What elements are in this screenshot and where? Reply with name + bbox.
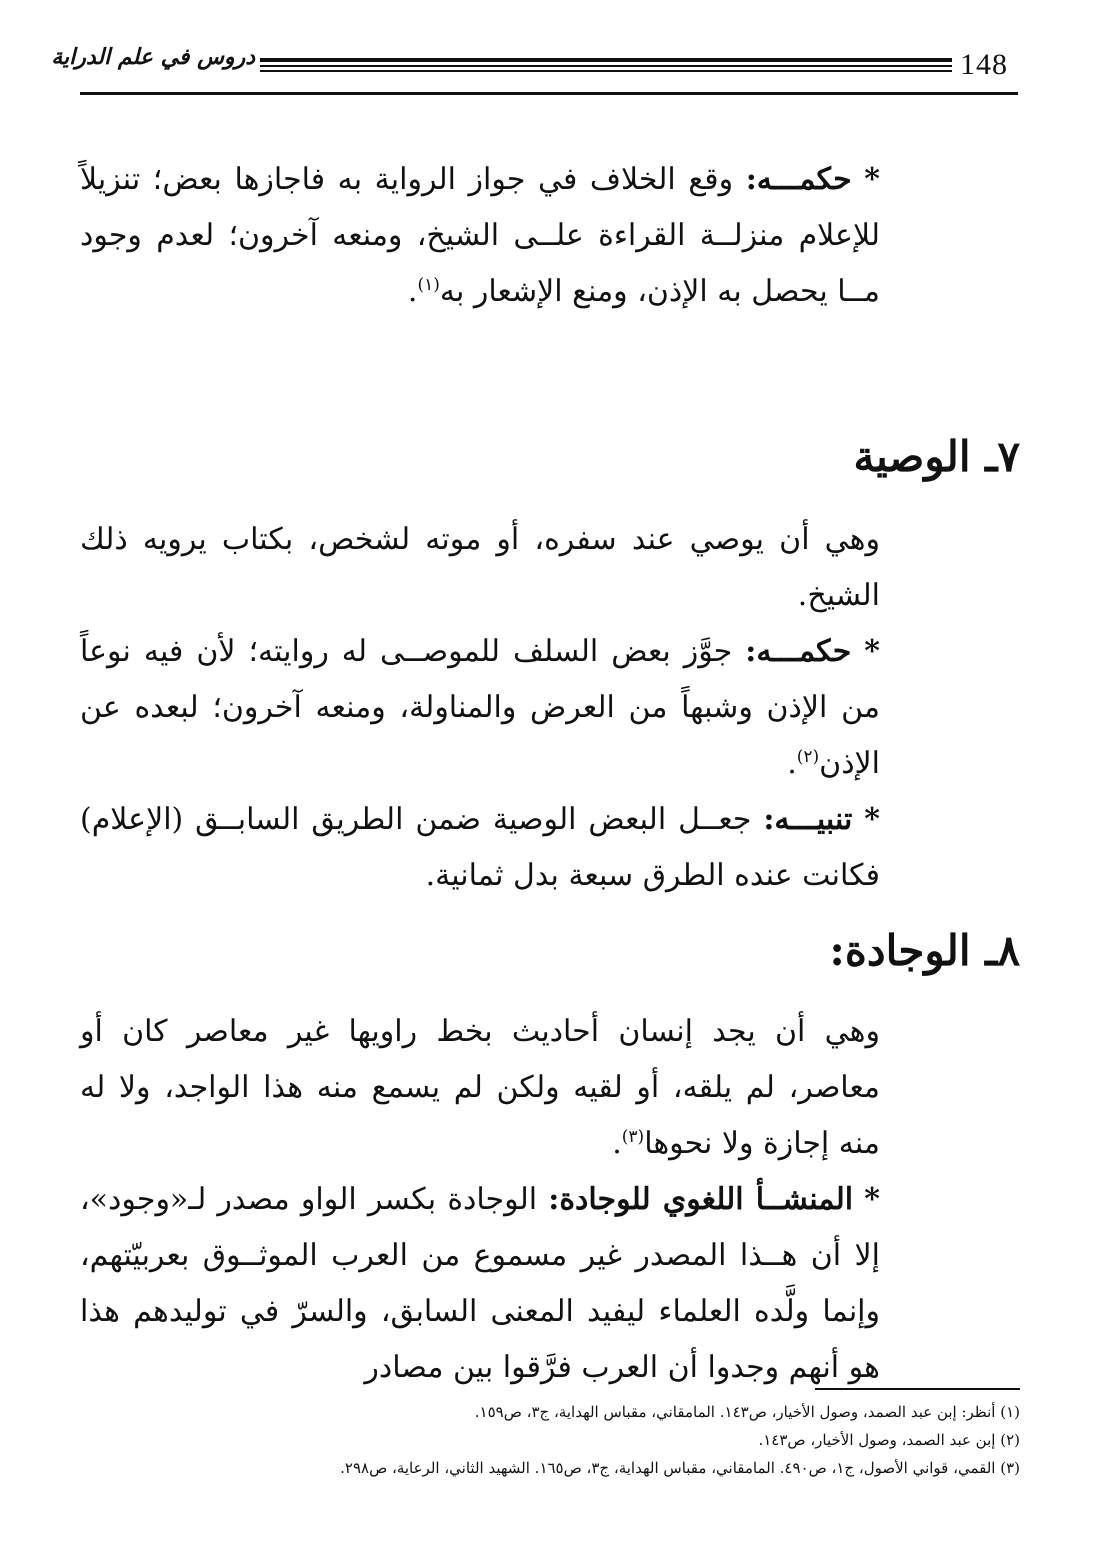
- header-ornament-rules: [260, 58, 952, 72]
- footnote-ref-3[interactable]: (٣): [621, 1127, 645, 1147]
- footnotes: [80, 1398, 1020, 1482]
- paragraph-definition: وهي أن يوصي عند سفره، أو موته لشخص، بكتاب يرويه ذلك الشيخ.: [80, 522, 880, 613]
- paragraph-text: جعــل البعض الوصية ضمن الطريق السابــق (الإعلام) فكانت عنده الطرق سبعة بدل ثمانية.: [80, 802, 880, 893]
- section-heading-8: ٨ـ الوجادة:: [829, 926, 1020, 975]
- paragraph-text: وقع الخلاف في جواز الرواية به فاجازها بعض؛ تنزيلاً للإعلام منزلــة القراءة علــى الشيخ، ومنعه آخرون؛ لعدم وجود مــا يحصل به الإذن، ومنع الإشعار به: [80, 162, 880, 309]
- footnote-3: (٣) القمي، قواني الأصول، ج١، ص٤٩٠. المامقاني، مقباس الهداية، ج٣، ص١٦٥. الشهيد الثاني، الرعاية، ص٢٩٨.: [340, 1459, 1020, 1477]
- section-previous-ruling: [80, 152, 1020, 320]
- term-linguistic-origin: المنشــأ اللغوي للوجادة:: [548, 1182, 854, 1217]
- page-header: [51, 40, 1020, 100]
- term-ruling: حكمـــه:: [745, 634, 852, 669]
- star-marker: *: [864, 802, 880, 837]
- star-marker: *: [864, 162, 880, 197]
- paragraph-ruling: * حكمـــه: وقع الخلاف في جواز الرواية به فاجازها بعض؛ تنزيلاً للإعلام منزلــة القراءة علــى الشيخ، ومنعه آخرون؛ لعدم وجود مــا يحصل به الإذن، ومنع الإشعار به$^{(١)}$.: [80, 162, 880, 309]
- paragraph-linguistic-origin: [80, 1172, 1020, 1396]
- footnote-ref-1[interactable]: (١): [417, 275, 440, 295]
- section-7-body: [80, 512, 1020, 904]
- footnote-separator: [815, 1388, 1020, 1390]
- star-marker: *: [864, 1182, 880, 1217]
- paragraph-note: [80, 792, 1020, 904]
- paragraph-text: وهي أن يجد إنسان أحاديث بخط راويها غير معاصر كان أو معاصر، لم يلقه، أو لقيه ولكن لم يسمع منه هذا الواجد، ولا له منه إجازة ولا نحوها: [80, 1014, 880, 1161]
- paragraph-text: الوجادة بكسر الواو مصدر لـ«وجود»، إلا أن هــذا المصدر غير مسموع من العرب الموثــوق بعربيّتهم، وإنما ولَّده العلماء ليفيد المعنى السابق، والسرّ في توليدهم هذا هو أنهم وجدوا أن العرب فرَّقوا بين مصادر: [80, 1182, 880, 1385]
- section-heading-7: ٧ـ الوصية: [853, 432, 1020, 481]
- footnote-1: (١) أنظر: إبن عبد الصمد، وصول الأخيار، ص١٤٣. المامقاني، مقباس الهداية، ج٣، ص١٥٩.: [474, 1403, 1020, 1421]
- paragraph-ruling: * حكمـــه: جوَّز بعض السلف للموصــى له روايته؛ لأن فيه نوعاً من الإذن وشبهاً من العرض والمناولة، ومنعه آخرون؛ لبعده عن الإذن$^{(٢)}$.: [80, 634, 880, 781]
- paragraph-definition: وهي أن يجد إنسان أحاديث بخط راويها غير معاصر كان أو معاصر، لم يلقه، أو لقيه ولكن لم يسمع منه هذا الواجد، ولا له منه إجازة ولا نحوها$^{(٣)}$.: [80, 1014, 880, 1161]
- term-ruling: حكمـــه:: [745, 162, 852, 197]
- header-rule-thin: [260, 70, 952, 72]
- star-marker: *: [864, 634, 880, 669]
- page-number: 148: [960, 48, 1008, 81]
- header-rule-thin: [260, 65, 952, 67]
- section-8-body: [80, 1004, 1020, 1396]
- header-divider: [80, 92, 1018, 95]
- running-title: دروس في علم الدراية: [51, 44, 255, 70]
- header-rule-thick: [260, 58, 952, 62]
- footnote-2: (٢) إبن عبد الصمد، وصول الأخيار، ص١٤٣.: [758, 1431, 1020, 1449]
- footnote-ref-2[interactable]: (٢): [796, 747, 820, 767]
- term-note: تنبيـــه:: [763, 802, 853, 837]
- paragraph-text: جوَّز بعض السلف للموصــى له روايته؛ لأن فيه نوعاً من الإذن وشبهاً من العرض والمناولة، ومنعه آخرون؛ لبعده عن الإذن: [80, 634, 880, 781]
